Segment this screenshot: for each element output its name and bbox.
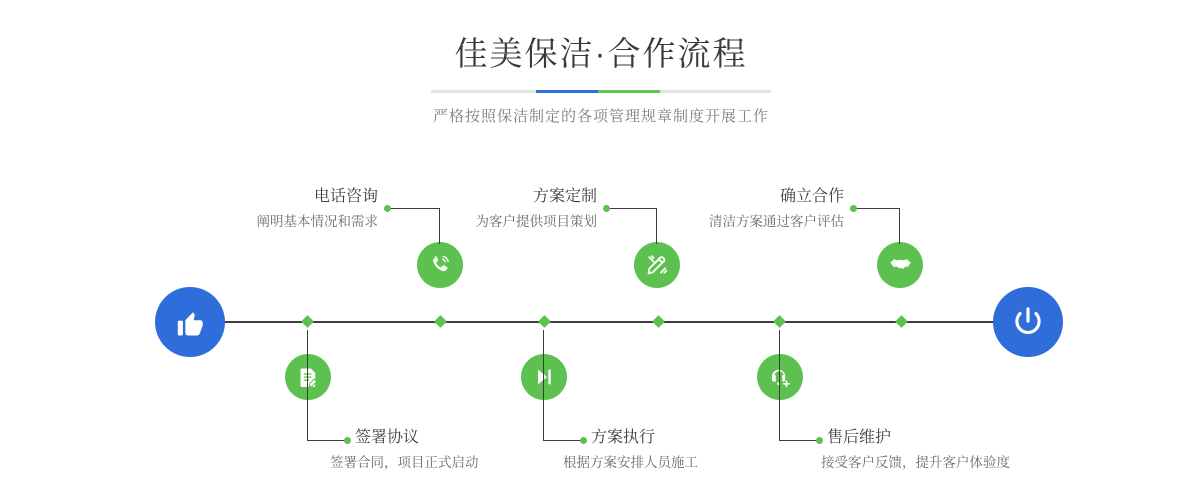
connector-line-5: [899, 208, 900, 244]
thumbs-up-icon: [173, 305, 207, 339]
step-label-2: [330, 427, 479, 473]
step-node-1[interactable]: [417, 242, 463, 288]
step-node-6[interactable]: [757, 354, 803, 400]
phone-call-icon: [428, 253, 452, 277]
axis-diamond: [301, 315, 314, 328]
page-title: 佳美保洁·合作流程: [454, 35, 748, 72]
connector-line-5: [854, 208, 900, 209]
step-label-6: [821, 427, 1010, 473]
step-node-3[interactable]: [634, 242, 680, 288]
step-desc-5: 清洁方案通过客户评估: [709, 214, 844, 229]
connector-dot-4: [580, 437, 587, 444]
power-icon: [1010, 304, 1046, 340]
step-node-2[interactable]: [285, 354, 331, 400]
step-title-4: 方案执行: [591, 429, 656, 446]
step-title-3: 方案定制: [532, 188, 597, 205]
timeline-start-marker: [155, 287, 225, 357]
connector-dot-2: [344, 437, 351, 444]
step-desc-4: 根据方案安排人员施工: [563, 455, 698, 470]
step-title-1: 电话咨询: [313, 188, 378, 205]
step-title-2: 签署协议: [355, 429, 420, 446]
step-node-5[interactable]: [877, 242, 923, 288]
handshake-icon: [888, 253, 913, 278]
document-edit-icon: [297, 366, 320, 389]
step-label-5: [576, 186, 844, 232]
axis-diamond: [538, 315, 551, 328]
step-label-3: [330, 186, 597, 232]
timeline-end-marker: [993, 287, 1063, 357]
connector-line-6: [779, 440, 819, 441]
connector-line-6: [779, 330, 780, 440]
axis-diamond: [652, 315, 665, 328]
connector-dot-5: [850, 205, 857, 212]
step-node-4[interactable]: [521, 354, 567, 400]
axis-diamond: [895, 315, 908, 328]
page-subtitle: 严格按照保洁制定的各项管理规章制度开展工作: [432, 108, 769, 125]
step-desc-6: 接受客户反馈，提升客户体验度: [821, 455, 1010, 470]
step-desc-1: 阐明基本情况和需求: [256, 214, 378, 229]
customer-support-add-icon: [768, 365, 792, 389]
step-label-4: [563, 427, 698, 473]
step-desc-2: 签署合同，项目正式启动: [330, 455, 479, 470]
play-forward-icon: [532, 365, 556, 389]
connector-line-2: [307, 330, 308, 440]
connector-dot-6: [816, 437, 823, 444]
connector-line-4: [543, 330, 544, 440]
step-desc-3: 为客户提供项目策划: [475, 214, 597, 229]
pencil-ruler-icon: [645, 253, 669, 277]
axis-diamond: [773, 315, 786, 328]
connector-line-4: [543, 440, 583, 441]
connector-line-2: [307, 440, 347, 441]
step-title-5: 确立合作: [779, 188, 844, 205]
step-title-6: 售后维护: [827, 429, 892, 446]
axis-diamond: [434, 315, 447, 328]
